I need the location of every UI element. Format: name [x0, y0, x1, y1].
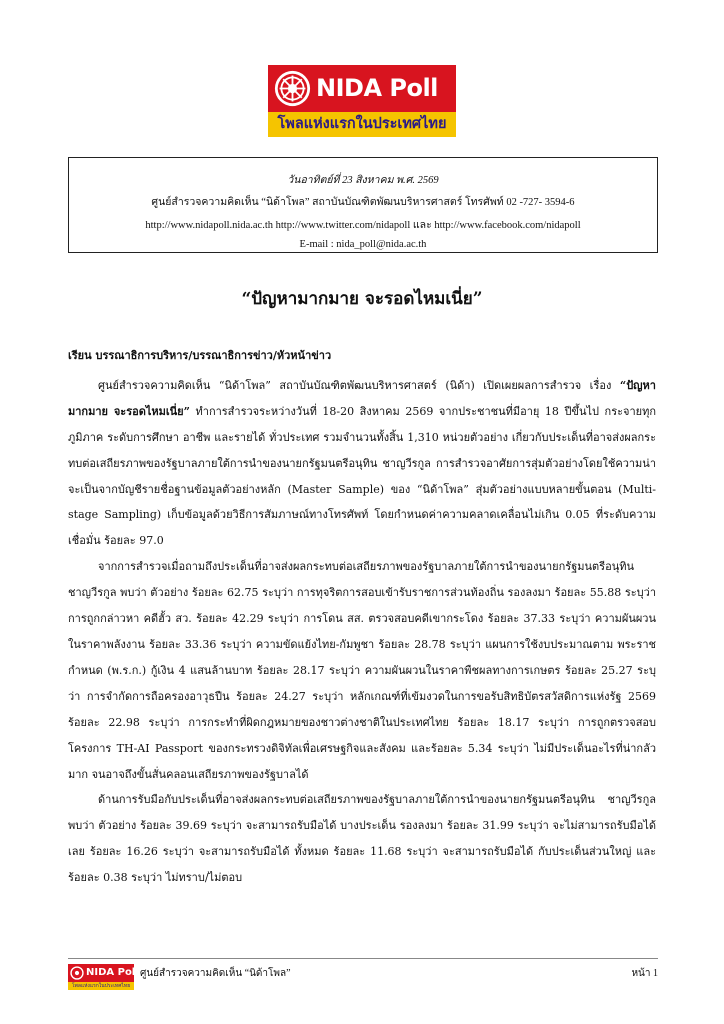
- paragraph-methodology: [68, 373, 656, 554]
- footer-logo: [68, 964, 139, 990]
- press-info-box: [68, 157, 658, 253]
- survey-title-inline: “ปัญหามากมาย จะรอดไหมเนี่ย”: [68, 378, 656, 418]
- logo-red-band: [268, 65, 456, 112]
- press-release-body: [68, 343, 656, 891]
- footer-divider: [68, 958, 658, 959]
- release-date: วันอาทิตย์ที่ 23 สิงหาคม พ.ศ. 2569: [287, 175, 439, 186]
- paragraph-methodology-lead: ศูนย์สำรวจความคิดเห็น “นิด้าโพล” สถาบันบัณฑิตพัฒนบริหารศาสตร์ (นิด้า) เปิดเผยผลการสำรวจ เรื่อง: [98, 378, 620, 392]
- paragraph-issues-results: จากการสำรวจเมื่อถามถึงประเด็นที่อาจส่งผลกระทบต่อเสถียรภาพของรัฐบาลภายใต้การนำของนายกรัฐมนตรีอนุทิน ชาญวีรกูล พบว่า ตัวอย่าง ร้อยละ 62.75 ระบุว่า การทุจริตการสอบเข้ารับราชการส่วนท้องถิ่น รองลงมา ร้อยละ 55.88 ระบุว่า การถูกกล่าวหา คดีฮั้ว สว. ร้อยละ 42.29 ระบุว่า การโดน สส. ตรวจสอบคดีเขากระโดง ร้อยละ 37.33 ระบุว่า ความผันผวนในราคาพลังงาน ร้อยละ 33.36 ระบุว่า ความขัดแย้งไทย-กัมพูชา ร้อยละ 28.78 ระบุว่า แผนการใช้งบประมาณตาม พระราชกำหนด (พ.ร.ก.) กู้เงิน 4 แสนล้านบาท ร้อยละ 28.17 ระบุว่า ความผันผวนในราคาพืชผลทางการเกษตร ร้อยละ 25.27 ระบุว่า การจำกัดการถือครองอาวุธปืน ร้อยละ 24.27 ระบุว่า หลักเกณฑ์ที่เข้มงวดในการขอรับสิทธิบัตรสวัสดิการแห่งรัฐ 2569 ร้อยละ 22.98 ระบุว่า การกระทำที่ผิดกฎหมายของชาวต่างชาติในประเทศไทย ร้อยละ 18.17 ระบุว่า การถูกตรวจสอบโครงการ TH-AI Passport ของกระทรวงดิจิทัลเพื่อเศรษฐกิจและสังคม และร้อยละ 5.34 ระบุว่า ไม่มีประเด็นอะไรที่น่ากลัวมาก จนอาจถึงขั้นสั่นคลอนเสถียรภาพของรัฐบาลได้: [68, 560, 656, 781]
- nida-seal-icon: [274, 70, 311, 107]
- footer-logo-brand: NIDA Poll: [86, 967, 139, 978]
- document-title: “ปัญหามากมาย จะรอดไหมเนี่ย”: [241, 289, 483, 309]
- footer-logo-red-band: [68, 964, 139, 982]
- footer-seal-icon: [70, 966, 84, 980]
- footer-center-text: ศูนย์สำรวจความคิดเห็น “นิด้าโพล”: [140, 968, 291, 979]
- logo-brand-text: NIDA Poll: [316, 74, 438, 102]
- page-number: หน้า 1: [631, 968, 658, 979]
- paragraph-methodology-rest: ทำการสำรวจระหว่างวันที่ 18-20 สิงหาคม 2569 จากประชาชนที่มีอายุ 18 ปีขึ้นไป กระจายทุกภูมิภาค ระดับการศึกษา อาชีพ และรายได้ ทั่วประเทศ รวมจำนวนทั้งสิ้น 1,310 หน่วยตัวอย่าง เกี่ยวกับประเด็นที่อาจส่งผลกระทบต่อเสถียรภาพของรัฐบาลภายใต้การนำของนายกรัฐมนตรีอนุทิน ชาญวีรกูล การสำรวจอาศัยการสุ่มตัวอย่างโดยใช้ความน่าจะเป็นจากบัญชีรายชื่อฐานข้อมูลตัวอย่างหลัก (Master Sample) ของ “นิด้าโพล” สุ่มตัวอย่างแบบหลายขั้นตอน (Multi-stage Sampling) เก็บข้อมูลด้วยวิธีการสัมภาษณ์ทางโทรศัพท์ โดยกำหนดค่าความคลาดเคลื่อนไม่เกิน 0.05 ที่ระดับความเชื่อมั่น ร้อยละ 97.0: [68, 404, 656, 548]
- nida-poll-logo: [268, 65, 456, 137]
- logo-tagline: โพลแห่งแรกในประเทศไทย: [268, 112, 456, 137]
- website-links[interactable]: http://www.nidapoll.nida.ac.th http://www.twitter.com/nidapoll และ http://www.facebook.com/nidapoll: [145, 220, 581, 231]
- contact-email[interactable]: E-mail : nida_poll@nida.ac.th: [299, 239, 427, 250]
- salutation: เรียน บรรณาธิการบริหาร/บรรณาธิการข่าว/หัวหน้าข่าว: [68, 349, 332, 362]
- paragraph-coping-results: ด้านการรับมือกับประเด็นที่อาจส่งผลกระทบต่อเสถียรภาพของรัฐบาลภายใต้การนำของนายกรัฐมนตรีอนุทิน ชาญวีรกูล พบว่า ตัวอย่าง ร้อยละ 39.69 ระบุว่า จะสามารถรับมือได้ บางประเด็น รองลงมา ร้อยละ 31.99 ระบุว่า จะไม่สามารถรับมือได้เลย ร้อยละ 16.26 ระบุว่า จะสามารถรับมือได้ ทั้งหมด ร้อยละ 11.68 ระบุว่า จะสามารถรับมือได้ กับประเด็นส่วนใหญ่ และร้อยละ 0.38 ระบุว่า ไม่ทราบ/ไม่ตอบ: [68, 793, 656, 885]
- footer-logo-tagline: โพลแห่งแรกในประเทศไทย: [68, 982, 134, 990]
- organization-contact: ศูนย์สำรวจความคิดเห็น “นิด้าโพล” สถาบันบัณฑิตพัฒนบริหารศาสตร์ โทรศัพท์ 02 -727- 3594-6: [151, 197, 575, 208]
